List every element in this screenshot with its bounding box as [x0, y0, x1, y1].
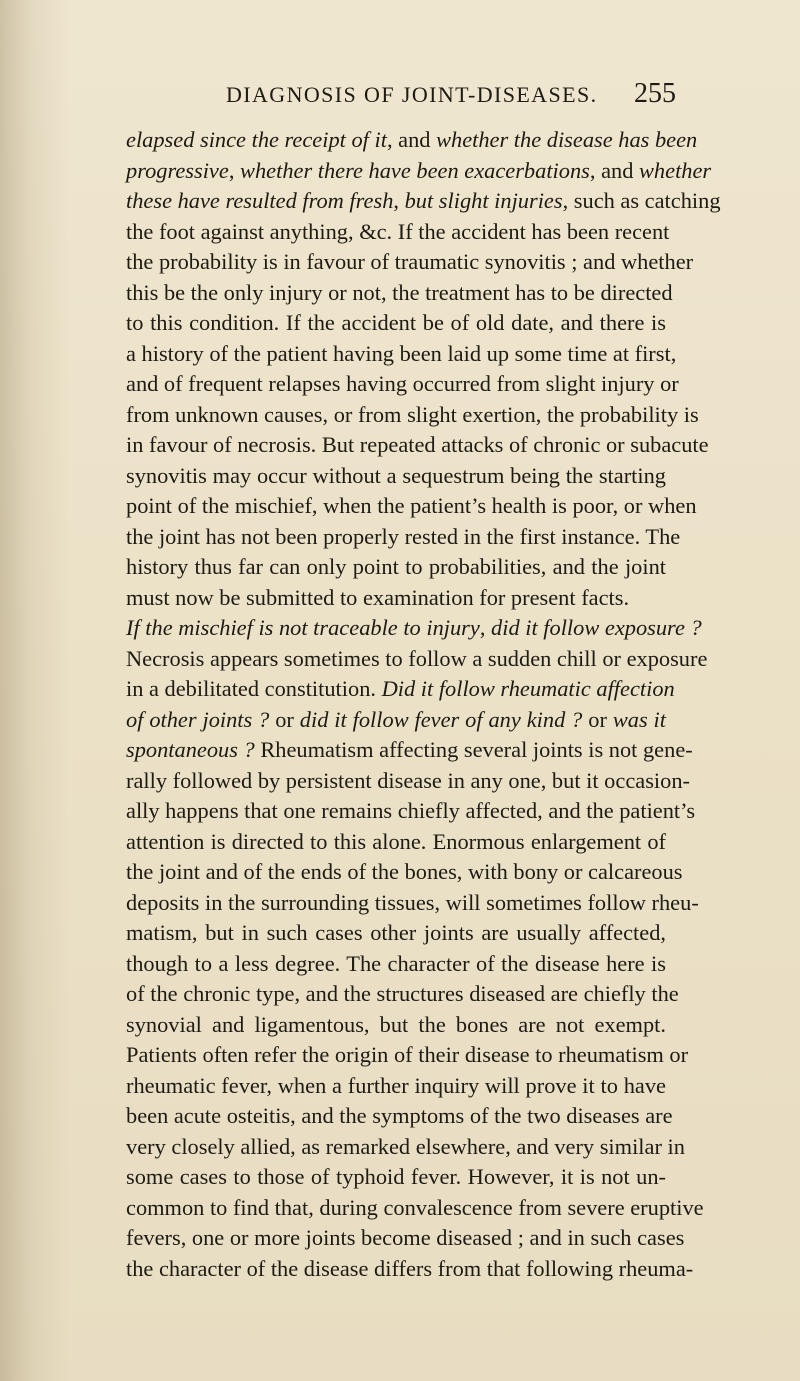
text-line [126, 1193, 704, 1224]
text-segment: point of the mischief, when the patient’s health is poor, or when [126, 493, 697, 518]
text-segment: common to find that, during convalescence from severe eruptive [126, 1194, 704, 1220]
text-segment: very closely allied, as remarked elsewhere, and very similar in [126, 1133, 685, 1159]
text-line [126, 644, 708, 675]
italic-text: of other joints ? [126, 706, 270, 732]
text-line [126, 1254, 694, 1285]
text-line [126, 766, 690, 797]
text-segment: synovitis may occur without a sequestrum being the starting [126, 462, 666, 488]
text-segment: in favour of necrosis. But repeated attacks of chronic or subacute [126, 432, 709, 457]
body-text [126, 125, 721, 1284]
text-segment: this be the only injury or not, the treatment has to be directed [126, 279, 673, 305]
text-segment: Necrosis appears sometimes to follow a sudden chill or exposure [126, 645, 708, 671]
text-segment: matism, but in such cases other joints are usually affected, [126, 920, 666, 945]
text-line [126, 491, 697, 522]
text-segment: of the chronic type, and the structures diseased are chiefly the [126, 981, 679, 1006]
text-segment: some cases to those of typhoid fever. However, it is not un- [126, 1164, 666, 1189]
text-line [126, 217, 670, 248]
italic-text: If the mischief is not traceable to injury [126, 615, 480, 640]
text-segment: attention is directed to this alone. Enormous enlargement of [126, 828, 666, 854]
text-line [126, 918, 666, 949]
text-segment: and of frequent relapses having occurred from slight injury or [126, 371, 679, 396]
text-line [126, 247, 694, 278]
text-line [126, 369, 679, 400]
italic-text: progressive [126, 157, 229, 183]
text-segment: , [228, 157, 241, 183]
italic-text: did it follow exposure ? [491, 615, 702, 640]
text-segment: , such as catching [562, 188, 721, 213]
italic-text: whether [639, 157, 712, 183]
text-segment: synovial and ligamentous, but the bones are not exempt. [126, 1011, 666, 1037]
text-line [126, 552, 666, 583]
italic-text: these have resulted from fresh [126, 188, 394, 213]
text-line [126, 1010, 666, 1041]
text-line [126, 979, 679, 1010]
text-segment: the probability is in favour of traumatic synovitis ; and whether [126, 249, 694, 274]
text-segment: , [393, 188, 405, 213]
text-line [126, 1132, 685, 1163]
running-title: DIAGNOSIS OF JOINT-DISEASES. [226, 82, 598, 107]
text-line [126, 888, 699, 919]
text-segment: must now be submitted to examination for present facts. [126, 584, 630, 610]
text-line [126, 1101, 673, 1132]
text-line [126, 156, 712, 187]
text-line [126, 400, 699, 431]
text-line [126, 1223, 685, 1254]
text-segment: a history of the patient having been laid up some time at first, [126, 340, 677, 366]
text-line [126, 1162, 666, 1193]
text-segment: , and [386, 127, 437, 152]
text-line [126, 522, 681, 553]
text-segment: history thus far can only point to probabilities, and the joint [126, 554, 666, 579]
page-number: 255 [634, 78, 676, 109]
text-segment: or [582, 706, 613, 732]
text-line [126, 339, 677, 370]
text-line [126, 125, 698, 156]
text-line [126, 583, 666, 614]
italic-text: whether the disease has been [436, 127, 698, 152]
text-segment: from unknown causes, or from slight exertion, the probability is [126, 401, 699, 427]
text-segment: been acute osteitis, and the symptoms of the two diseases are [126, 1103, 673, 1128]
text-line [126, 827, 666, 858]
text-segment: the foot against anything, &c. If the accident has been recent [126, 218, 670, 244]
text-segment: ally happens that one remains chiefly affected, and the patient’s [126, 798, 696, 823]
text-segment: the joint and of the ends of the bones, with bony or calcareous [126, 859, 683, 884]
text-segment: , and [589, 157, 639, 183]
italic-text: spontaneous ? [126, 737, 255, 762]
text-segment: Patients often refer the origin of their disease to rheumatism or [126, 1042, 689, 1067]
italic-text: elapsed since the receipt of it [126, 127, 387, 152]
text-line [126, 308, 666, 339]
text-segment: the character of the disease differs from that following rheuma- [126, 1255, 694, 1281]
italic-text: Did it follow rheumatic affection [381, 676, 675, 701]
text-segment: or [269, 706, 300, 732]
text-line [126, 705, 666, 736]
text-line [126, 857, 683, 888]
text-segment: fevers, one or more joints become diseased ; and in such cases [126, 1225, 685, 1250]
text-line [126, 278, 673, 309]
text-segment: Rheumatism affecting several joints is not gene- [254, 737, 693, 762]
text-line [126, 461, 666, 492]
italic-text: was it [612, 706, 666, 732]
italic-text: did it follow fever of any kind ? [299, 706, 583, 732]
text-segment: in a debilitated constitution. [126, 676, 382, 701]
text-line [126, 735, 693, 766]
text-segment: though to a less degree. The character of the disease here is [126, 950, 666, 976]
text-segment: deposits in the surrounding tissues, will sometimes follow rheu- [126, 889, 699, 915]
text-line [126, 796, 696, 827]
text-line [126, 186, 721, 217]
text-segment: the joint has not been properly rested in the first instance. The [126, 523, 681, 549]
text-line [126, 613, 702, 644]
text-segment: to this condition. If the accident be of old date, and there is [126, 310, 666, 335]
text-line [126, 430, 709, 461]
text-line [126, 674, 675, 705]
text-line [126, 1071, 666, 1102]
italic-text: but slight injuries [404, 188, 563, 213]
text-segment: rally followed by persistent disease in any one, but it occasion- [126, 767, 690, 793]
text-line [126, 1040, 689, 1071]
running-head [0, 74, 800, 114]
italic-text: whether there have been exacerbations [240, 157, 590, 183]
text-segment: rheumatic fever, when a further inquiry will prove it to have [126, 1072, 666, 1098]
text-line [126, 949, 666, 980]
text-segment: , [479, 615, 492, 640]
